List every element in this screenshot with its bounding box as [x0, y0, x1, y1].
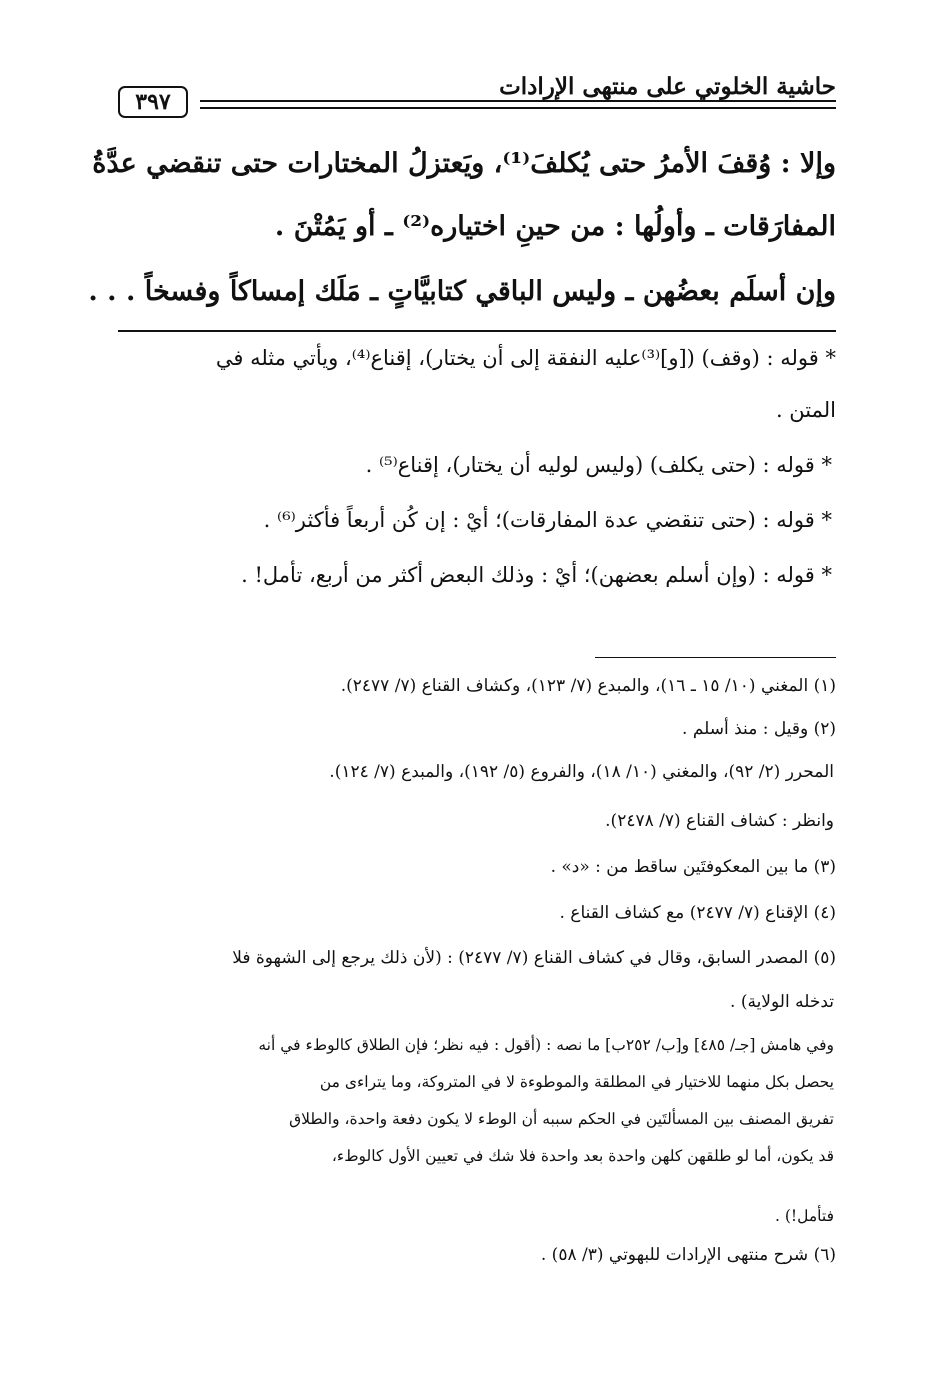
- footnote-note-line: يحصل بكل منهما للاختيار في المطلقة والموطوءة لا في المتروكة، وما يتراءى من: [319, 1073, 834, 1091]
- footnote-line: المحرر (٢/ ٩٢)، والمغني (١٠/ ١٨)، والفروع (٥/ ١٩٢)، والمبدع (٧/ ١٢٤).: [329, 762, 834, 782]
- footnote-line: (٥) المصدر السابق، وقال في كشاف القناع (٧/ ٢٤٧٧) : (لأن ذلك يرجع إلى الشهوة فلا: [232, 948, 836, 968]
- sharh-paragraph: * قوله : (وقف) ([و]⁽³⁾عليه النفقة إلى أن يختار)، إقناع⁽⁴⁾، ويأتي مثله في: [215, 346, 836, 370]
- page-number-box: ٣٩٧: [118, 86, 188, 118]
- sharh-paragraph: * قوله : (حتى يكلف) (وليس لوليه أن يختار)، إقناع⁽⁵⁾ .: [365, 453, 832, 477]
- footnote-line: (٣) ما بين المعكوفتَين ساقط من : «د» .: [550, 857, 836, 877]
- matn-line: المفارَقات ـ وأولُها : من حينِ اختياره⁽²⁾ ـ أو يَمُتْنَ .: [274, 211, 836, 242]
- footnote-note-line: وفي هامش [جـ/ ٤٨٥] و[ب/ ٢٥٢ب] ما نصه : (أقول : فيه نظر؛ فإن الطلاق كالوطء في أنه: [258, 1036, 834, 1054]
- footnote-separator-rule: [595, 657, 836, 658]
- footnote-line: وانظر : كشاف القناع (٧/ ٢٤٧٨).: [605, 811, 834, 831]
- sharh-paragraph: * قوله : (حتى تنقضي عدة المفارقات)؛ أيْ : إن كُن أربعاً فأكثر⁽⁶⁾ .: [263, 508, 832, 532]
- footnote-note-line: تفريق المصنف بين المسألتَين في الحكم سببه أن الوطء لا يكون دفعة واحدة، والطلاق: [289, 1110, 834, 1128]
- sharh-paragraph: * قوله : (وإن أسلم بعضهن)؛ أيْ : وذلك البعض أكثر من أربع، تأمل! .: [241, 563, 832, 587]
- footnote-line: تدخله الولاية) .: [730, 992, 834, 1012]
- footnote-line: (١) المغني (١٠/ ١٥ ـ ١٦)، والمبدع (٧/ ١٢٣)، وكشاف القناع (٧/ ٢٤٧٧).: [340, 676, 836, 696]
- footnote-line: (٦) شرح منتهى الإرادات للبهوتي (٣/ ٥٨) .: [540, 1245, 836, 1265]
- matn-line: وإلا : وُقفَ الأمرُ حتى يُكلفَ⁽¹⁾، ويَعتزلُ المختارات حتى تنقضي عدَّةُ: [92, 148, 836, 179]
- footnote-line: (٢) وقيل : منذ أسلم .: [682, 719, 836, 739]
- footnote-note-line: فتأمل!) .: [775, 1207, 834, 1225]
- running-header-title: حاشية الخلوتي على منتهى الإرادات: [499, 73, 836, 100]
- footnote-note-line: قد يكون، أما لو طلقهن كلهن واحدة بعد واحدة فلا شك في تعيين الأول كالوطء،: [331, 1147, 834, 1165]
- matn-line: وإن أسلَم بعضُهن ـ وليس الباقي كتابيَّاتٍ ـ مَلَك إمساكاً وفسخاً . . .: [88, 276, 836, 307]
- matn-separator-rule: [118, 330, 836, 332]
- sharh-paragraph: المتن .: [775, 398, 836, 422]
- header-double-rule: [200, 100, 836, 109]
- footnote-line: (٤) الإقناع (٧/ ٢٤٧٧) مع كشاف القناع .: [559, 903, 836, 923]
